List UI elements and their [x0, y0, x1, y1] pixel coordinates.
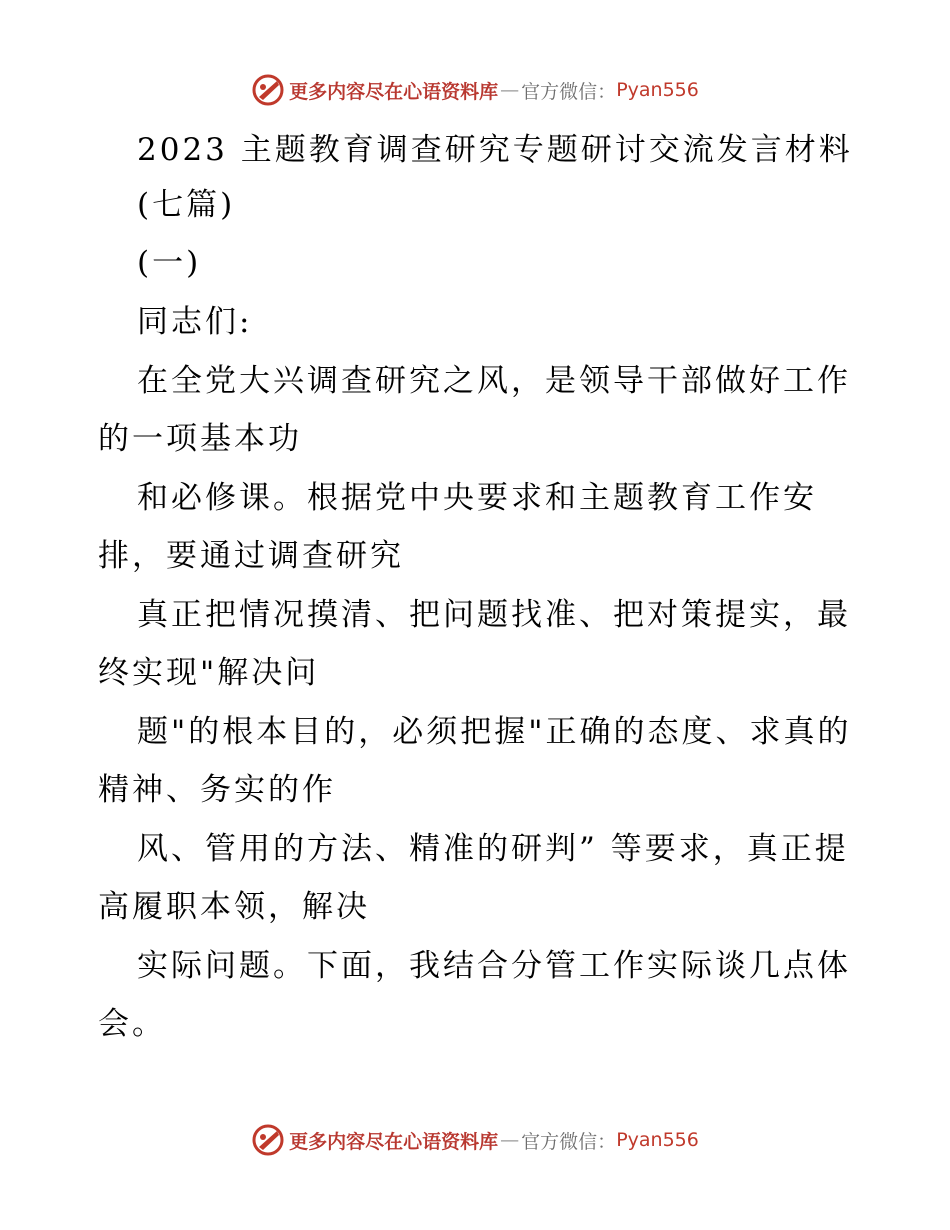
- paragraph-line: 排，要通过调查研究: [98, 538, 404, 574]
- banner-separator: —: [500, 79, 520, 101]
- banner-wechat-label: 官方微信：: [521, 80, 617, 103]
- paragraph-line: 实际问题。下面，我结合分管工作实际谈几点体: [137, 948, 851, 984]
- paragraph-line: 题"的根本目的，必须把握"正确的态度、求真的: [137, 714, 852, 750]
- banner-wechat-id: Pyan556: [616, 1129, 699, 1151]
- paragraph-line: 精神、务实的作: [98, 772, 336, 808]
- document-title-line2: (七篇): [137, 187, 236, 223]
- paragraph-line: 在全党大兴调查研究之风，是领导干部做好工作: [137, 363, 851, 399]
- section-heading: (一): [137, 245, 202, 281]
- document-title-line1: 2023 主题教育调查研究专题研讨交流发言材料: [137, 132, 853, 168]
- banner-text: 更多内容尽在心语资料库: [289, 80, 499, 103]
- paragraph-line: 真正把情况摸清、把问题找准、把对策提实，最: [137, 597, 851, 633]
- logo-icon: [251, 73, 285, 107]
- paragraph-line: 会。: [98, 1006, 166, 1042]
- paragraph-line: 和必修课。根据党中央要求和主题教育工作安: [137, 480, 817, 516]
- paragraph-line: 风、管用的方法、精准的研判” 等要求，真正提: [137, 831, 849, 867]
- banner-text: 更多内容尽在心语资料库: [289, 1130, 499, 1153]
- footer-banner: [0, 1120, 950, 1160]
- paragraph-line: 终实现"解决问: [98, 655, 320, 691]
- salutation: 同志们:: [137, 304, 253, 340]
- logo-icon: [251, 1123, 285, 1157]
- paragraph-line: 高履职本领，解决: [98, 889, 370, 925]
- paragraph-line: 的一项基本功: [98, 421, 302, 457]
- banner-wechat-label: 官方微信：: [521, 1130, 617, 1153]
- banner-separator: —: [500, 1129, 520, 1151]
- header-banner: [0, 70, 950, 110]
- banner-wechat-id: Pyan556: [616, 79, 699, 101]
